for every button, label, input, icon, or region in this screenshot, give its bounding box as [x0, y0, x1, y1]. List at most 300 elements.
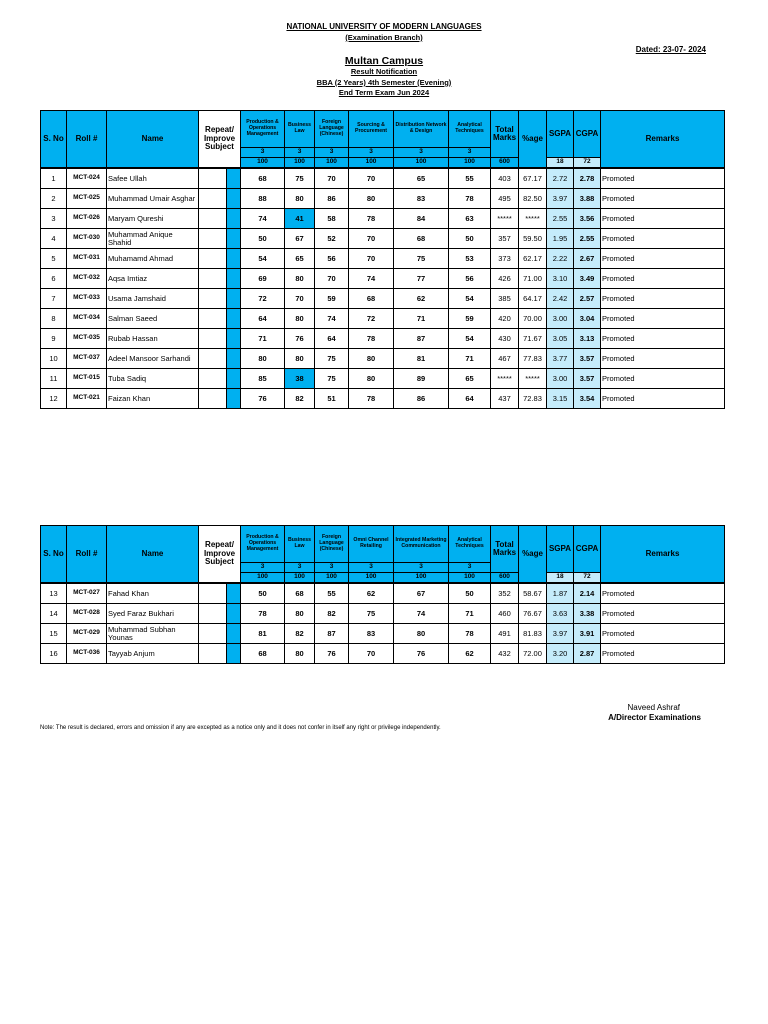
percentage: 62.17	[519, 249, 547, 269]
exam-title: End Term Exam Jun 2024	[338, 88, 430, 97]
subject-marks: 71	[449, 604, 491, 624]
repeat-marker	[227, 249, 241, 269]
serial-number: 6	[41, 269, 67, 289]
repeat-subject	[199, 389, 227, 409]
roll-number: MCT-034	[67, 309, 107, 329]
repeat-subject	[199, 309, 227, 329]
roll-number: MCT-036	[67, 644, 107, 664]
subject-header: Analytical Techniques	[449, 526, 491, 563]
max-marks: 100	[449, 158, 491, 169]
remarks: Promoted	[601, 168, 725, 189]
subject-marks: 80	[285, 349, 315, 369]
repeat-subject	[199, 168, 227, 189]
subject-marks: 50	[241, 583, 285, 604]
total-marks: 491	[491, 624, 519, 644]
serial-number: 7	[41, 289, 67, 309]
cgpa-value: 2.67	[574, 249, 601, 269]
subject-header: Production & Operations Management	[241, 111, 285, 148]
subject-header: Foreign Language (Chinese)	[315, 111, 349, 148]
cgpa-sub: 72	[574, 158, 601, 169]
subject-marks: 62	[394, 289, 449, 309]
percentage: 72.83	[519, 389, 547, 409]
credit-hours: 3	[241, 148, 285, 158]
subject-marks: 70	[349, 229, 394, 249]
serial-number: 1	[41, 168, 67, 189]
percentage: 77.83	[519, 349, 547, 369]
roll-number: MCT-024	[67, 168, 107, 189]
subject-marks: 87	[394, 329, 449, 349]
col-total-header: Total Marks	[491, 526, 519, 573]
serial-number: 14	[41, 604, 67, 624]
subject-marks: 51	[315, 389, 349, 409]
table-row	[41, 644, 725, 664]
max-marks: 100	[315, 573, 349, 584]
subject-marks: 80	[349, 189, 394, 209]
credit-hours: 3	[241, 563, 285, 573]
subject-marks: 82	[285, 624, 315, 644]
subject-marks: 74	[394, 604, 449, 624]
table-row	[41, 168, 725, 189]
roll-number: MCT-015	[67, 369, 107, 389]
repeat-subject	[199, 369, 227, 389]
remarks: Promoted	[601, 289, 725, 309]
subject-marks: 56	[449, 269, 491, 289]
repeat-marker	[227, 583, 241, 604]
subject-marks: 82	[285, 389, 315, 409]
repeat-subject	[199, 229, 227, 249]
remarks: Promoted	[601, 604, 725, 624]
subject-marks: 71	[241, 329, 285, 349]
serial-number: 3	[41, 209, 67, 229]
subject-marks: 85	[241, 369, 285, 389]
roll-number: MCT-028	[67, 604, 107, 624]
sgpa-value: 3.97	[547, 189, 574, 209]
roll-number: MCT-026	[67, 209, 107, 229]
serial-number: 2	[41, 189, 67, 209]
roll-number: MCT-033	[67, 289, 107, 309]
subject-marks: 77	[394, 269, 449, 289]
cgpa-value: 3.56	[574, 209, 601, 229]
repeat-subject	[199, 329, 227, 349]
cgpa-value: 2.87	[574, 644, 601, 664]
cgpa-value: 2.57	[574, 289, 601, 309]
subject-header: Business Law	[285, 526, 315, 563]
max-marks: 100	[394, 573, 449, 584]
percentage: 64.17	[519, 289, 547, 309]
repeat-marker	[227, 349, 241, 369]
subject-marks: 38	[285, 369, 315, 389]
university-name: NATIONAL UNIVERSITY OF MODERN LANGUAGES	[286, 22, 482, 31]
student-name: Fahad Khan	[107, 583, 199, 604]
percentage: 82.50	[519, 189, 547, 209]
table-row	[41, 189, 725, 209]
table-row	[41, 309, 725, 329]
subject-marks: 76	[315, 644, 349, 664]
repeat-subject	[199, 249, 227, 269]
repeat-marker	[227, 604, 241, 624]
total-marks: 437	[491, 389, 519, 409]
result-notification-title: Result Notification	[350, 67, 418, 76]
percentage: 72.00	[519, 644, 547, 664]
col-roll-header: Roll #	[67, 526, 107, 584]
serial-number: 11	[41, 369, 67, 389]
subject-marks: 53	[449, 249, 491, 269]
remarks: Promoted	[601, 583, 725, 604]
col-repeat-header: Repeat/ Improve Subject	[199, 526, 241, 584]
percentage: 71.67	[519, 329, 547, 349]
col-sno-header: S. No	[41, 111, 67, 169]
remarks: Promoted	[601, 329, 725, 349]
percentage: 59.50	[519, 229, 547, 249]
subject-marks: 65	[394, 168, 449, 189]
max-marks: 100	[349, 158, 394, 169]
subject-marks: 62	[449, 644, 491, 664]
subject-marks: 75	[315, 349, 349, 369]
sgpa-value: 3.00	[547, 309, 574, 329]
credit-hours: 3	[315, 148, 349, 158]
serial-number: 13	[41, 583, 67, 604]
student-name: Tuba Sadiq	[107, 369, 199, 389]
subject-marks: 70	[285, 289, 315, 309]
subject-marks: 78	[449, 189, 491, 209]
subject-marks: 56	[315, 249, 349, 269]
subject-marks: 74	[315, 309, 349, 329]
credit-hours: 3	[394, 563, 449, 573]
col-name-header: Name	[107, 526, 199, 584]
cgpa-sub: 72	[574, 573, 601, 584]
percentage: 70.00	[519, 309, 547, 329]
signatory-name: Naveed Ashraf	[627, 703, 680, 712]
subject-marks: 72	[349, 309, 394, 329]
col-name-header: Name	[107, 111, 199, 169]
sgpa-value: 1.95	[547, 229, 574, 249]
subject-marks: 83	[394, 189, 449, 209]
student-name: Tayyab Anjum	[107, 644, 199, 664]
serial-number: 9	[41, 329, 67, 349]
header-row	[41, 111, 725, 148]
subject-marks: 86	[394, 389, 449, 409]
student-name: Usama Jamshaid	[107, 289, 199, 309]
credit-hours: 3	[285, 148, 315, 158]
subject-marks: 80	[349, 349, 394, 369]
roll-number: MCT-029	[67, 624, 107, 644]
subject-marks: 72	[241, 289, 285, 309]
subject-marks: 70	[349, 249, 394, 269]
roll-number: MCT-025	[67, 189, 107, 209]
subject-header: Omni Channel Retailing	[349, 526, 394, 563]
total-marks: 352	[491, 583, 519, 604]
cgpa-value: 2.14	[574, 583, 601, 604]
subject-marks: 82	[315, 604, 349, 624]
subject-header: Sourcing & Procurement	[349, 111, 394, 148]
subject-marks: 59	[449, 309, 491, 329]
percentage: 67.17	[519, 168, 547, 189]
remarks: Promoted	[601, 269, 725, 289]
repeat-subject	[199, 289, 227, 309]
subject-marks: 55	[315, 583, 349, 604]
col-sgpa-header: SGPA	[547, 526, 574, 573]
percentage: 58.67	[519, 583, 547, 604]
max-marks: 100	[315, 158, 349, 169]
subject-marks: 71	[394, 309, 449, 329]
percentage: 76.67	[519, 604, 547, 624]
student-name: Aqsa Imtiaz	[107, 269, 199, 289]
sgpa-value: 3.10	[547, 269, 574, 289]
repeat-subject	[199, 604, 227, 624]
disclaimer-note: Note: The result is declared, errors and omission if any are excepted as a notice only and it does not confer in itself any right or privilege independently.	[40, 725, 441, 731]
subject-marks: 74	[241, 209, 285, 229]
subject-marks: 89	[394, 369, 449, 389]
subject-header: Foreign Language (Chinese)	[315, 526, 349, 563]
serial-number: 4	[41, 229, 67, 249]
subject-marks: 80	[285, 269, 315, 289]
repeat-subject	[199, 349, 227, 369]
subject-marks: 64	[241, 309, 285, 329]
subject-header: Integrated Marketing Communication	[394, 526, 449, 563]
total-marks: 426	[491, 269, 519, 289]
roll-number: MCT-031	[67, 249, 107, 269]
subject-marks: 78	[449, 624, 491, 644]
cgpa-value: 3.88	[574, 189, 601, 209]
cgpa-value: 3.04	[574, 309, 601, 329]
roll-number: MCT-027	[67, 583, 107, 604]
student-name: Adeel Mansoor Sarhandi	[107, 349, 199, 369]
sgpa-value: 1.87	[547, 583, 574, 604]
subject-marks: 67	[394, 583, 449, 604]
serial-number: 16	[41, 644, 67, 664]
subject-marks: 78	[349, 329, 394, 349]
repeat-subject	[199, 209, 227, 229]
signatory-title: A/Director Examinations	[608, 713, 701, 722]
remarks: Promoted	[601, 389, 725, 409]
subject-marks: 64	[449, 389, 491, 409]
total-marks: 385	[491, 289, 519, 309]
program-title: BBA (2 Years) 4th Semester (Evening)	[316, 78, 452, 87]
subject-marks: 80	[285, 604, 315, 624]
credit-hours: 3	[349, 148, 394, 158]
repeat-marker	[227, 369, 241, 389]
sgpa-value: 2.42	[547, 289, 574, 309]
table-row	[41, 289, 725, 309]
result-table-1	[40, 110, 725, 409]
student-name: Muhammad Anique Shahid	[107, 229, 199, 249]
subject-marks: 68	[241, 644, 285, 664]
subject-marks: 54	[241, 249, 285, 269]
sgpa-sub: 18	[547, 158, 574, 169]
cgpa-value: 2.55	[574, 229, 601, 249]
cgpa-value: 3.13	[574, 329, 601, 349]
subject-marks: 41	[285, 209, 315, 229]
subject-header: Distribution Network & Design	[394, 111, 449, 148]
sgpa-sub: 18	[547, 573, 574, 584]
subject-marks: 80	[241, 349, 285, 369]
sgpa-value: 3.05	[547, 329, 574, 349]
cgpa-value: 3.91	[574, 624, 601, 644]
total-marks: 373	[491, 249, 519, 269]
table-row	[41, 269, 725, 289]
subject-marks: 68	[285, 583, 315, 604]
subject-marks: 65	[285, 249, 315, 269]
sgpa-value: 3.77	[547, 349, 574, 369]
student-name: Muhamamd Ahmad	[107, 249, 199, 269]
subject-marks: 80	[349, 369, 394, 389]
remarks: Promoted	[601, 249, 725, 269]
repeat-marker	[227, 624, 241, 644]
student-name: Safee Ullah	[107, 168, 199, 189]
col-cgpa-header: CGPA	[574, 526, 601, 573]
repeat-marker	[227, 189, 241, 209]
credit-hours: 3	[285, 563, 315, 573]
subject-marks: 71	[449, 349, 491, 369]
remarks: Promoted	[601, 369, 725, 389]
total-marks: 467	[491, 349, 519, 369]
subject-marks: 76	[394, 644, 449, 664]
sgpa-value: 3.97	[547, 624, 574, 644]
subject-marks: 75	[394, 249, 449, 269]
credit-hours: 3	[394, 148, 449, 158]
col-sno-header: S. No	[41, 526, 67, 584]
table-row	[41, 209, 725, 229]
repeat-marker	[227, 168, 241, 189]
subject-marks: 68	[241, 168, 285, 189]
repeat-marker	[227, 644, 241, 664]
subject-marks: 65	[449, 369, 491, 389]
cgpa-value: 2.78	[574, 168, 601, 189]
col-sgpa-header: SGPA	[547, 111, 574, 158]
remarks: Promoted	[601, 209, 725, 229]
examination-branch: (Examination Branch)	[345, 33, 423, 42]
subject-marks: 74	[349, 269, 394, 289]
remarks: Promoted	[601, 624, 725, 644]
subject-marks: 55	[449, 168, 491, 189]
table-row	[41, 389, 725, 409]
sgpa-value: 3.00	[547, 369, 574, 389]
student-name: Salman Saeed	[107, 309, 199, 329]
student-name: Rubab Hassan	[107, 329, 199, 349]
roll-number: MCT-021	[67, 389, 107, 409]
sgpa-value: 2.55	[547, 209, 574, 229]
col-total-header: Total Marks	[491, 111, 519, 158]
subject-marks: 62	[349, 583, 394, 604]
subject-marks: 70	[349, 644, 394, 664]
subject-marks: 75	[315, 369, 349, 389]
repeat-subject	[199, 644, 227, 664]
subject-marks: 80	[394, 624, 449, 644]
table-row	[41, 369, 725, 389]
percentage: *****	[519, 369, 547, 389]
subject-marks: 70	[349, 168, 394, 189]
subject-marks: 80	[285, 189, 315, 209]
subject-marks: 86	[315, 189, 349, 209]
student-name: Faizan Khan	[107, 389, 199, 409]
repeat-marker	[227, 389, 241, 409]
total-marks: 403	[491, 168, 519, 189]
credit-hours: 3	[349, 563, 394, 573]
subject-marks: 75	[285, 168, 315, 189]
max-marks: 100	[241, 158, 285, 169]
subject-marks: 70	[315, 168, 349, 189]
total-marks: 420	[491, 309, 519, 329]
result-table-2	[40, 525, 725, 664]
col-pct-header: %age	[519, 111, 547, 169]
subject-marks: 50	[449, 229, 491, 249]
subject-marks: 80	[285, 644, 315, 664]
sgpa-value: 3.20	[547, 644, 574, 664]
repeat-subject	[199, 583, 227, 604]
cgpa-value: 3.57	[574, 369, 601, 389]
subject-marks: 78	[349, 209, 394, 229]
subject-marks: 54	[449, 329, 491, 349]
sgpa-value: 3.15	[547, 389, 574, 409]
remarks: Promoted	[601, 229, 725, 249]
date-label: Dated: 23-07- 2024	[635, 45, 706, 54]
subject-marks: 76	[285, 329, 315, 349]
col-roll-header: Roll #	[67, 111, 107, 169]
cgpa-value: 3.54	[574, 389, 601, 409]
repeat-marker	[227, 229, 241, 249]
subject-marks: 68	[349, 289, 394, 309]
subject-marks: 50	[241, 229, 285, 249]
max-marks: 100	[241, 573, 285, 584]
table-row	[41, 604, 725, 624]
credit-hours: 3	[449, 563, 491, 573]
student-name: Muhammad Umair Asghar	[107, 189, 199, 209]
table-row	[41, 349, 725, 369]
student-name: Muhammad Subhan Younas	[107, 624, 199, 644]
subject-marks: 83	[349, 624, 394, 644]
table-row	[41, 329, 725, 349]
subject-marks: 59	[315, 289, 349, 309]
header-row	[41, 526, 725, 563]
subject-marks: 50	[449, 583, 491, 604]
cgpa-value: 3.38	[574, 604, 601, 624]
roll-number: MCT-035	[67, 329, 107, 349]
subject-marks: 81	[241, 624, 285, 644]
total-marks: 432	[491, 644, 519, 664]
repeat-marker	[227, 329, 241, 349]
subject-marks: 68	[394, 229, 449, 249]
total-marks: 460	[491, 604, 519, 624]
serial-number: 8	[41, 309, 67, 329]
subject-header: Analytical Techniques	[449, 111, 491, 148]
table-row	[41, 249, 725, 269]
col-cgpa-header: CGPA	[574, 111, 601, 158]
repeat-subject	[199, 269, 227, 289]
remarks: Promoted	[601, 309, 725, 329]
repeat-subject	[199, 624, 227, 644]
remarks: Promoted	[601, 189, 725, 209]
total-marks: *****	[491, 209, 519, 229]
repeat-marker	[227, 269, 241, 289]
subject-marks: 80	[285, 309, 315, 329]
max-marks: 100	[285, 573, 315, 584]
col-repeat-header: Repeat/ Improve Subject	[199, 111, 241, 169]
repeat-marker	[227, 309, 241, 329]
total-marks: 357	[491, 229, 519, 249]
subject-marks: 70	[315, 269, 349, 289]
total-max: 600	[491, 573, 519, 584]
student-name: Syed Faraz Bukhari	[107, 604, 199, 624]
sgpa-value: 2.72	[547, 168, 574, 189]
subject-marks: 69	[241, 269, 285, 289]
credit-hours: 3	[449, 148, 491, 158]
max-marks: 100	[394, 158, 449, 169]
subject-marks: 63	[449, 209, 491, 229]
subject-marks: 78	[349, 389, 394, 409]
subject-marks: 81	[394, 349, 449, 369]
total-marks: 430	[491, 329, 519, 349]
subject-marks: 87	[315, 624, 349, 644]
